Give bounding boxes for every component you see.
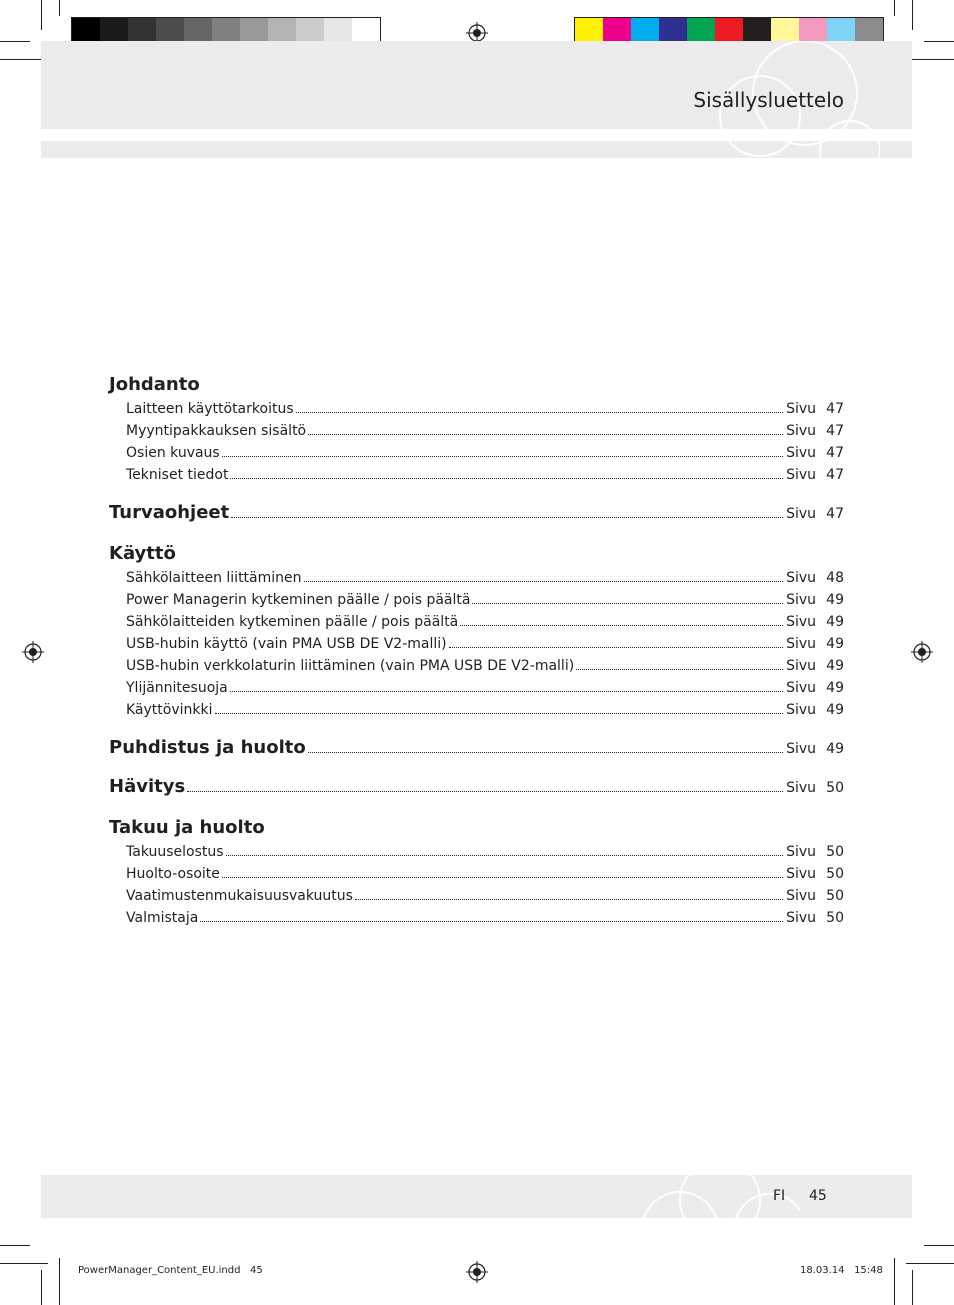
toc-page-number: 47 bbox=[826, 401, 844, 417]
toc-entry-label: Sähkölaitteiden kytkeminen päälle / pois päältä bbox=[126, 614, 459, 630]
toc-page-prefix: Sivu bbox=[786, 445, 816, 461]
toc-page-number: 49 bbox=[826, 636, 844, 652]
toc-entry[interactable] bbox=[109, 589, 844, 611]
registration-mark-icon bbox=[466, 1261, 488, 1283]
toc-entry[interactable] bbox=[109, 907, 844, 929]
crop-mark bbox=[41, 0, 42, 30]
toc-section-title: Hävitys bbox=[109, 776, 186, 797]
toc-entry[interactable] bbox=[109, 885, 844, 907]
leader-dots bbox=[460, 625, 783, 626]
toc-page-prefix: Sivu bbox=[786, 614, 816, 630]
toc-page-number: 49 bbox=[826, 680, 844, 696]
crop-mark bbox=[924, 41, 954, 42]
leader-dots bbox=[296, 412, 783, 413]
toc-page-number: 50 bbox=[826, 844, 844, 860]
toc-entry[interactable] bbox=[109, 655, 844, 677]
toc-page-prefix: Sivu bbox=[786, 658, 816, 674]
toc-entry-label: Takuuselostus bbox=[126, 844, 224, 860]
toc-entry-label: Käyttövinkki bbox=[126, 702, 213, 718]
leader-dots bbox=[226, 855, 784, 856]
toc-page-number: 49 bbox=[826, 658, 844, 674]
toc-page-prefix: Sivu bbox=[786, 423, 816, 439]
crop-mark bbox=[906, 1263, 954, 1264]
toc-section bbox=[109, 737, 844, 760]
toc-page-prefix: Sivu bbox=[786, 467, 816, 483]
table-of-contents bbox=[109, 372, 844, 945]
crop-mark bbox=[924, 1245, 954, 1246]
toc-section bbox=[109, 815, 844, 929]
toc-entry[interactable] bbox=[109, 841, 844, 863]
toc-entry-label: Myyntipakkauksen sisältö bbox=[126, 423, 307, 439]
leader-dots bbox=[230, 691, 783, 692]
toc-entry[interactable] bbox=[109, 567, 844, 589]
leader-dots bbox=[355, 899, 783, 900]
crop-mark bbox=[906, 59, 954, 60]
registration-mark-icon bbox=[22, 641, 44, 663]
page-title: Sisällysluettelo bbox=[693, 88, 844, 112]
toc-page-number: 49 bbox=[826, 702, 844, 718]
toc-section-entry[interactable] bbox=[109, 776, 844, 799]
toc-page-number: 50 bbox=[826, 866, 844, 882]
toc-entry[interactable] bbox=[109, 677, 844, 699]
toc-entry[interactable] bbox=[109, 863, 844, 885]
toc-entry-label: Power Managerin kytkeminen päälle / pois päältä bbox=[126, 592, 471, 608]
crop-mark bbox=[912, 0, 913, 30]
toc-section-title: Puhdistus ja huolto bbox=[109, 737, 306, 758]
toc-page-prefix: Sivu bbox=[786, 844, 816, 860]
toc-entry-label: USB-hubin käyttö (vain PMA USB DE V2-malli) bbox=[126, 636, 447, 652]
leader-dots bbox=[576, 669, 783, 670]
toc-page-prefix: Sivu bbox=[786, 866, 816, 882]
toc-page-prefix: Sivu bbox=[786, 401, 816, 417]
leader-dots bbox=[230, 478, 783, 479]
leader-dots bbox=[222, 877, 783, 878]
crop-mark bbox=[912, 1270, 913, 1305]
toc-page-number: 47 bbox=[826, 423, 844, 439]
crop-mark bbox=[41, 1270, 42, 1305]
crop-mark bbox=[0, 1263, 48, 1264]
toc-page-prefix: Sivu bbox=[786, 741, 816, 757]
toc-entry[interactable] bbox=[109, 699, 844, 721]
toc-section-entry[interactable] bbox=[109, 737, 844, 760]
toc-page-number: 49 bbox=[826, 614, 844, 630]
toc-page-prefix: Sivu bbox=[786, 570, 816, 586]
leader-dots bbox=[231, 517, 783, 518]
toc-page-prefix: Sivu bbox=[786, 506, 816, 522]
toc-entry-label: Vaatimustenmukaisuusvakuutus bbox=[126, 888, 353, 904]
crop-mark bbox=[0, 41, 30, 42]
toc-entry-label: Ylijännitesuoja bbox=[126, 680, 228, 696]
toc-page-prefix: Sivu bbox=[786, 592, 816, 608]
crop-mark bbox=[894, 0, 895, 16]
leader-dots bbox=[308, 434, 783, 435]
toc-page-prefix: Sivu bbox=[786, 680, 816, 696]
crop-mark bbox=[59, 1258, 60, 1305]
toc-page-prefix: Sivu bbox=[786, 910, 816, 926]
toc-page-number: 49 bbox=[826, 741, 844, 757]
toc-entry[interactable] bbox=[109, 420, 844, 442]
toc-entry[interactable] bbox=[109, 398, 844, 420]
toc-entry-label: Valmistaja bbox=[126, 910, 199, 926]
toc-section bbox=[109, 776, 844, 799]
toc-page-prefix: Sivu bbox=[786, 702, 816, 718]
toc-page-prefix: Sivu bbox=[786, 780, 816, 796]
slug-date: 18.03.14 15:48 bbox=[800, 1265, 883, 1276]
footer-page-number: 45 bbox=[809, 1188, 827, 1204]
toc-page-prefix: Sivu bbox=[786, 636, 816, 652]
toc-entry-label: Huolto-osoite bbox=[126, 866, 220, 882]
toc-section-title: Johdanto bbox=[109, 374, 200, 395]
leader-dots bbox=[304, 581, 784, 582]
crop-mark bbox=[0, 1245, 30, 1246]
toc-section bbox=[109, 372, 844, 486]
toc-page-number: 49 bbox=[826, 592, 844, 608]
toc-entry-label: Tekniset tiedot bbox=[126, 467, 229, 483]
slug-filename: PowerManager_Content_EU.indd 45 bbox=[78, 1265, 263, 1276]
toc-entry-label: Sähkölaitteen liittäminen bbox=[126, 570, 302, 586]
crop-mark bbox=[894, 1258, 895, 1305]
toc-section-title: Käyttö bbox=[109, 543, 176, 564]
toc-page-prefix: Sivu bbox=[786, 888, 816, 904]
footer-language: FI bbox=[773, 1188, 786, 1204]
leader-dots bbox=[449, 647, 783, 648]
leader-dots bbox=[200, 921, 783, 922]
leader-dots bbox=[472, 603, 783, 604]
toc-page-number: 50 bbox=[826, 780, 844, 796]
toc-section bbox=[109, 541, 844, 721]
toc-entry[interactable] bbox=[109, 611, 844, 633]
crop-mark bbox=[59, 0, 60, 16]
leader-dots bbox=[222, 456, 783, 457]
toc-page-number: 50 bbox=[826, 888, 844, 904]
leader-dots bbox=[215, 713, 784, 714]
registration-mark-icon bbox=[911, 641, 933, 663]
toc-page-number: 47 bbox=[826, 506, 844, 522]
toc-page-number: 50 bbox=[826, 910, 844, 926]
toc-entry-label: Osien kuvaus bbox=[126, 445, 220, 461]
toc-entry-label: USB-hubin verkkolaturin liittäminen (vain PMA USB DE V2-malli) bbox=[126, 658, 575, 674]
toc-section-title: Takuu ja huolto bbox=[109, 817, 265, 838]
toc-entry[interactable] bbox=[109, 442, 844, 464]
toc-page-number: 47 bbox=[826, 467, 844, 483]
toc-page-number: 47 bbox=[826, 445, 844, 461]
toc-section-entry[interactable] bbox=[109, 502, 844, 525]
leader-dots bbox=[308, 752, 783, 753]
toc-entry[interactable] bbox=[109, 633, 844, 655]
leader-dots bbox=[187, 791, 783, 792]
toc-section-title: Turvaohjeet bbox=[109, 502, 230, 523]
toc-entry-label: Laitteen käyttötarkoitus bbox=[126, 401, 294, 417]
toc-entry[interactable] bbox=[109, 464, 844, 486]
toc-page-number: 48 bbox=[826, 570, 844, 586]
toc-section bbox=[109, 502, 844, 525]
